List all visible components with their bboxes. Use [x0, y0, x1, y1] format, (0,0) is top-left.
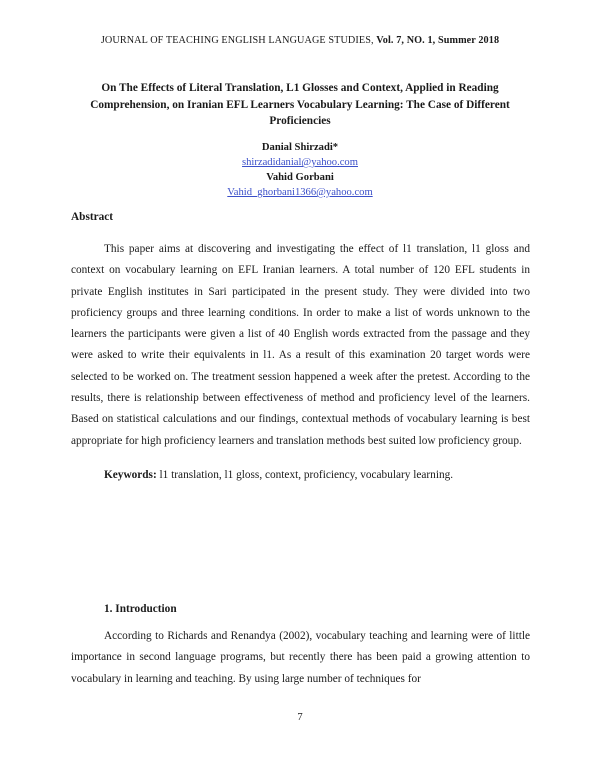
issue-info: Vol. 7, NO. 1, Summer 2018 [376, 35, 500, 46]
author-2-email-link[interactable]: Vahid_ghorbani1366@yahoo.com [227, 187, 373, 198]
page-number: 7 [297, 712, 303, 723]
journal-name: JOURNAL OF TEACHING ENGLISH LANGUAGE STUDIES, [100, 35, 377, 46]
author-1-name: Danial Shirzadi* [261, 142, 339, 153]
keywords-label: Keywords: [104, 469, 157, 481]
introduction-heading: 1. Introduction [104, 603, 177, 615]
author-1-email-link[interactable]: shirzadidanial@yahoo.com [242, 157, 358, 168]
abstract-heading: Abstract [71, 211, 114, 223]
keywords-text: l1 translation, l1 gloss, context, proficiency, vocabulary learning. [156, 469, 454, 481]
abstract-paragraph: This paper aims at discovering and investigating the effect of l1 translation, l1 gloss and context on vocabulary learning on EFL Iranian learners. A total number of 120 EFL students in private English institutes in Sari participated in the present study. They were divided into two proficiency groups and three learning conditions. In order to make a list of words unknown to the learners the participants were given a list of 40 English words extracted from the passage and they were asked to write their equivalents in l1. As a result of this examination 20 target words were selected to be worked on. The treatment session happened a week after the pretest. According to the results, there is relationship between effectiveness of method and proficiency level of the learners. Based on statistical calculations and our findings, contextual methods of vocabulary learning is best appropriate for high proficiency learners and translation methods best suited low proficiency group. [71, 243, 530, 447]
author-2-name: Vahid Gorbani [266, 172, 334, 183]
article-title: On The Effects of Literal Translation, L1 Glosses and Context, Applied in Reading Comprehension, on Iranian EFL Learners Vocabulary Learning: The Case of Different Proficiencies [90, 82, 510, 127]
author-block [0, 140, 600, 200]
running-header [0, 35, 600, 46]
introduction-paragraph: According to Richards and Renandya (2002), vocabulary teaching and learning were of little importance in second language programs, but recently there has been paid a growing attention to vocabulary in learning and teaching. By using large number of techniques for [71, 630, 530, 685]
keywords-line [104, 469, 534, 481]
